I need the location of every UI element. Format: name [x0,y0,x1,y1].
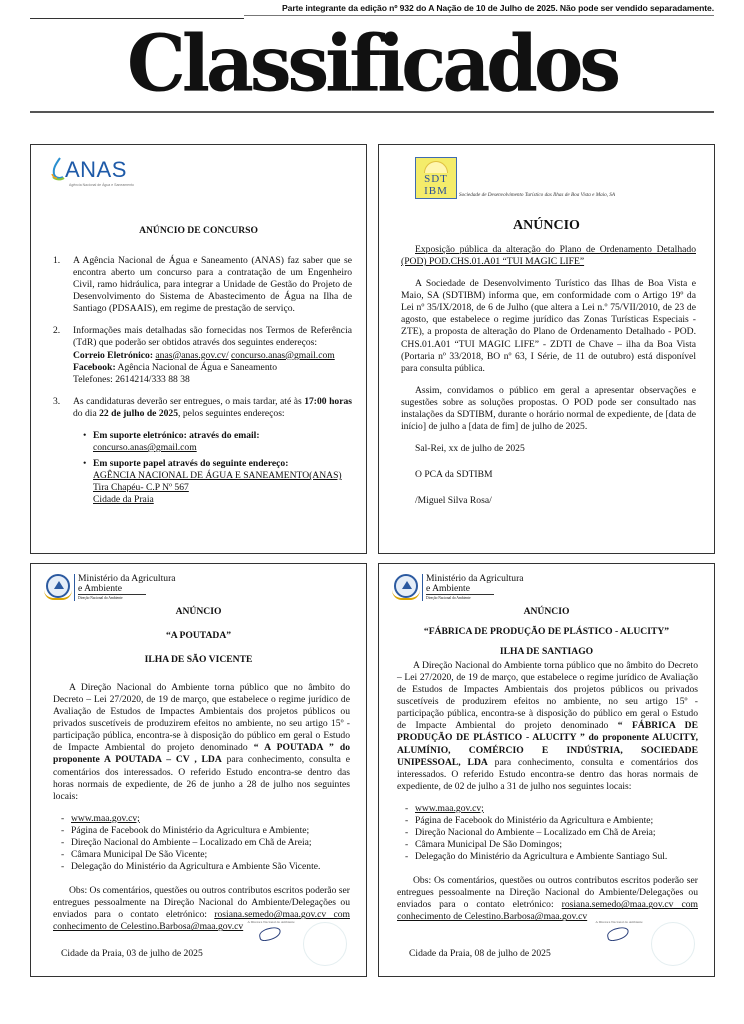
ministry-logo [46,574,176,601]
ministry-department: Direção Nacional do Ambiente [78,596,123,600]
list-item: - Câmara Municipal De São Vicente; [61,849,208,861]
sun-icon [424,161,448,173]
location-text: Câmara Municipal De São Domingos; [415,839,563,851]
anas-logo-text: ANAS [65,157,127,182]
ministry-logo [394,574,524,601]
anas-logo [51,157,134,187]
email-link-anas[interactable]: anas@anas.gov.cv/ [155,349,229,361]
list-item: - Câmara Municipal De São Domingos; [405,839,563,851]
list-item [53,396,352,507]
logo-line: SDT [424,173,448,185]
location-text: Direção Nacional do Ambiente – Localizado em Chã de Areia; [71,836,312,848]
paragraph: A Sociedade de Desenvolvimento Turístico das Ilhas de Boa Vista e Maio, SA (SDTIBM) informa que, em conformidade com o Artigo 19º da Lei nº 35/IX/2018, de 6 de Julho (que altera a Lei n.º 75/VII/2010, de 23 de agosto, que estabelece o regime jurídico das Zonas Turísticas Especiais - ZTE), a proposta de alteração do Plano de Ordenamento Detalhado - POD. CHS.01.A01 “TUI MAGIC LIFE” - ZDTI de Chave – ilha da Boa Vista (Portaria nº 33/2018, BO nº 63, I Série, de 11 de outubro) está disponível para consulta pública. [401,278,696,374]
body-text: A Direção Nacional do Ambiente torna público que no âmbito do Decreto – Lei 27/2020, de 19 de março, que estabelece o regime jurídico de Avaliação de Estudos de Impactes Ambientais dos projetos públicos ou privados suscetíveis de produzirem efeitos no ambiente, no seu artigo 15º - participação pública, encontra-se à disposição do público em geral o Estudo de Impacte Ambiental do projeto denominado [397,660,698,732]
location-text: Página de Facebook do Ministério da Agricultura e Ambiente; [415,814,654,826]
contact-email-link[interactable]: rosiana.semedo@maa.gov.cv com conhecimento de Celestino.Barbosa@maa.gov.cv [53,909,350,933]
location-text: Câmara Municipal De São Vicente; [71,849,208,861]
handwritten-signature-icon [241,924,301,942]
ad-body [53,682,350,933]
address-line: Cidade da Praia [93,494,154,506]
list-item [53,255,352,315]
project-proponent: “ A POUTADA ” do proponente A POUTADA – CV , LDA [53,742,350,766]
ministry-name: Ministério da Agricultura [426,573,524,584]
signature-title: A Diretora Nacional do Ambiente [595,920,643,924]
place-date: Sal-Rei, xx de julho de 2025 [415,443,525,455]
email-link[interactable]: concurso.anas@gmail.com [93,442,197,454]
masthead-title: Classificados [126,18,618,110]
project-name: “FÁBRICA DE PRODUÇÃO DE PLÁSTICO - ALUCITY” [423,626,670,637]
list-item: - Direção Nacional do Ambiente – Localizado em Chã de Areia; [405,827,656,839]
ad-alucity [378,563,715,977]
edition-note: Parte integrante da edição nº 932 do A Nação de 10 de Julho de 2025. Não pode ser vendido separadamente. [244,3,714,16]
anas-logo-subtext: Agência Nacional de Água e Saneamento [69,183,134,187]
item-number: 2. [53,325,61,337]
national-seal-icon [394,574,418,598]
location-text: Página de Facebook do Ministério da Agricultura e Ambiente; [71,824,310,836]
location-text: Delegação do Ministério da Agricultura e Ambiente Santiago Sul. [415,851,668,863]
ad-title: ANÚNCIO [513,218,580,233]
observation [53,885,350,933]
island-name: ILHA DE SÃO VICENTE [144,654,253,665]
anas-numbered-list [53,255,352,516]
ministry-name: e Ambiente [78,584,146,595]
official-stamp-icon [303,922,347,966]
facebook-label: Facebook: [73,361,116,373]
signature [241,920,301,954]
item-number: 3. [53,395,61,407]
ad-title: ANÚNCIO [175,606,222,617]
list-item: - Página de Facebook do Ministério da Agricultura e Ambiente; [405,814,654,826]
email-link-concurso[interactable]: concurso.anas@gmail.com [231,349,335,361]
ad-body [397,660,698,924]
list-item [53,325,352,385]
bullet-icon: • [83,429,87,441]
ad-anas-concurso [30,144,367,554]
project-name: “A POUTADA” [165,630,232,641]
island-name: ILHA DE SANTIAGO [499,646,594,657]
ministry-department: Direção Nacional do Ambiente [426,596,471,600]
list-item: - Delegação do Ministério da Agricultura e Ambiente Santiago Sul. [405,851,668,863]
ad-sdtibm-anuncio [378,144,715,554]
contact-email-link[interactable]: rosiana.semedo@maa.gov.cv com conhecimento de Celestino.Barbosa@maa.gov.cv [397,899,698,923]
handwritten-signature-icon [589,924,649,942]
official-stamp-icon [651,922,695,966]
phones: Telefones: 2614214/333 88 38 [73,373,190,385]
address-line: Tira Chapéu- C.P Nº 567 [93,482,189,494]
email-label: Correio Eletrónico: [73,349,154,361]
item-text: A Agência Nacional de Água e Saneamento (ANAS) faz saber que se encontra aberto um concurso para a contratação de um Engenheiro Civil, ramo hidráulica, para integrar a Unidade de Gestão do Projeto de Desenvolvimento do Sistema de Abastecimento de Água na Ilha de Santiago (PDSAAIS), em regime de prestação de serviço. [73,255,352,315]
ad-subtitle: Exposição pública da alteração do Plano de Ordenamento Detalhado (POD) POD.CHS.01.A01 “TUI MAGIC LIFE” [401,244,696,268]
list-item: - Direção Nacional do Ambiente – Localizado em Chã de Areia; [61,836,312,848]
sdtibm-logo [415,157,457,199]
bullet-item [81,458,352,506]
body-text: para conhecimento, consulta e comentários dos interessados. O referido Estudo encontra-se dentro das horas normais de expediente, de 26 de junho a 28 de julho nos seguintes locais: [53,754,350,802]
address-line: AGÊNCIA NACIONAL DE ÁGUA E SANEAMENTO(ANAS) [93,470,342,482]
ad-title: ANÚNCIO [523,606,570,617]
paragraph: Assim, convidamos o público em geral a apresentar observações e sugestões sobre as soluções propostas. O POD pode ser consultado nas instalações da SDTIBM, durante o horário normal de expediente, de [data de início] de julho a [data de fim] de julho de 2025. [401,384,696,433]
list-item: - www.maa.gov.cv; [405,802,484,814]
body-text: A Direção Nacional do Ambiente torna público que no âmbito do Decreto – Lei 27/2020, de 19 de março, que estabelece o regime jurídico de Avaliação de Estudos de Impactes Ambientais dos projetos públicos ou privados suscetíveis de produzirem efeitos no ambiente, no seu artigo 15º - participação pública, encontra-se à disposição do público em geral o Estudo de Impacte Ambiental do projeto denominado [53,682,350,754]
bullet-item [81,430,352,454]
paragraph [397,660,698,793]
body-text: para conhecimento, consulta e comentários dos interessados. O referido Estudo encontra-se dentro das horas normais de expediente, de 02 de julho a 31 de julho nos seguintes locais: [397,756,698,792]
project-proponent: “ FÁBRICA DE PRODUÇÃO DE PLÁSTICO - ALUCITY ” do proponente ALUCITY, ALUMÍNIO, COMÉRCIO E INDÚSTRIA, SOCIEDADE UNIPESSOAL, LDA [397,720,698,768]
list-item: - Página de Facebook do Ministério da Agricultura e Ambiente; [61,824,310,836]
item-text: As candidaturas deverão ser entregues, o mais tardar, até às [73,395,305,407]
water-drop-icon [51,157,65,181]
sdtibm-caption: Sociedade de Desenvolvimento Turístico das Ilhas de Boa Vista e Maio, SA [459,192,616,198]
website-link[interactable]: www.maa.gov.cv; [415,802,484,814]
signature-title: A Diretora Nacional do Ambiente [247,920,295,924]
deadline-time: 17:00 horas [304,395,352,407]
website-link[interactable]: www.maa.gov.cv; [71,812,140,824]
item-number: 1. [53,255,61,266]
ministry-name: e Ambiente [426,584,494,595]
signatory-name: /Miguel Silva Rosa/ [415,495,492,507]
masthead-rule [30,111,714,113]
facebook-value: Agência Nacional de Água e Saneamento [117,361,278,373]
list-item: - www.maa.gov.cv; [61,812,140,824]
item-text: Informações mais detalhadas são fornecidas nos Termos de Referência (TdR) que poderão ser obtidos através dos seguintes endereços: [73,325,352,349]
place-date: Cidade da Praia, 03 de julho de 2025 [61,947,203,959]
deadline-date: 22 de julho de 2025 [99,407,179,419]
signature [589,920,649,954]
signatory-role: O PCA da SDTIBM [415,469,493,481]
place-date: Cidade da Praia, 08 de julho de 2025 [409,947,551,959]
bullet-label: Em suporte eletrónico: através do email: [93,429,260,441]
bullet-label: Em suporte papel através do seguinte endereço: [93,458,289,470]
locations-list [61,813,350,873]
ad-poutada [30,563,367,977]
location-text: Delegação do Ministério da Agricultura e Ambiente São Vicente. [71,861,321,873]
obs-text: Obs: Os comentários, questões ou outros contributos escritos poderão ser entregues pessoalmente na Direção Nacional do Ambiente/Delegações ou enviados para o contato eletrónico: [397,875,698,911]
ad-title: ANÚNCIO DE CONCURSO [139,225,258,236]
national-seal-icon [46,574,70,598]
location-text: Direção Nacional do Ambiente – Localizado em Chã de Areia; [415,827,656,839]
paragraph [53,682,350,803]
item-text: do dia [73,407,100,419]
bullet-icon: • [83,458,87,470]
ad-body [401,244,696,521]
list-item: - Delegação do Ministério da Agricultura e Ambiente São Vicente. [61,861,321,873]
obs-text: Obs: Os comentários, questões ou outros contributos escritos poderão ser entregues pessoalmente na Direção Nacional do Ambiente/Delegações ou enviados para o contato eletrónico: [53,885,350,921]
logo-line: IBM [424,185,448,197]
locations-list [405,803,698,863]
observation [397,875,698,923]
item-text: , pelos seguintes endereços: [178,407,285,419]
ministry-name: Ministério da Agricultura [78,573,176,584]
